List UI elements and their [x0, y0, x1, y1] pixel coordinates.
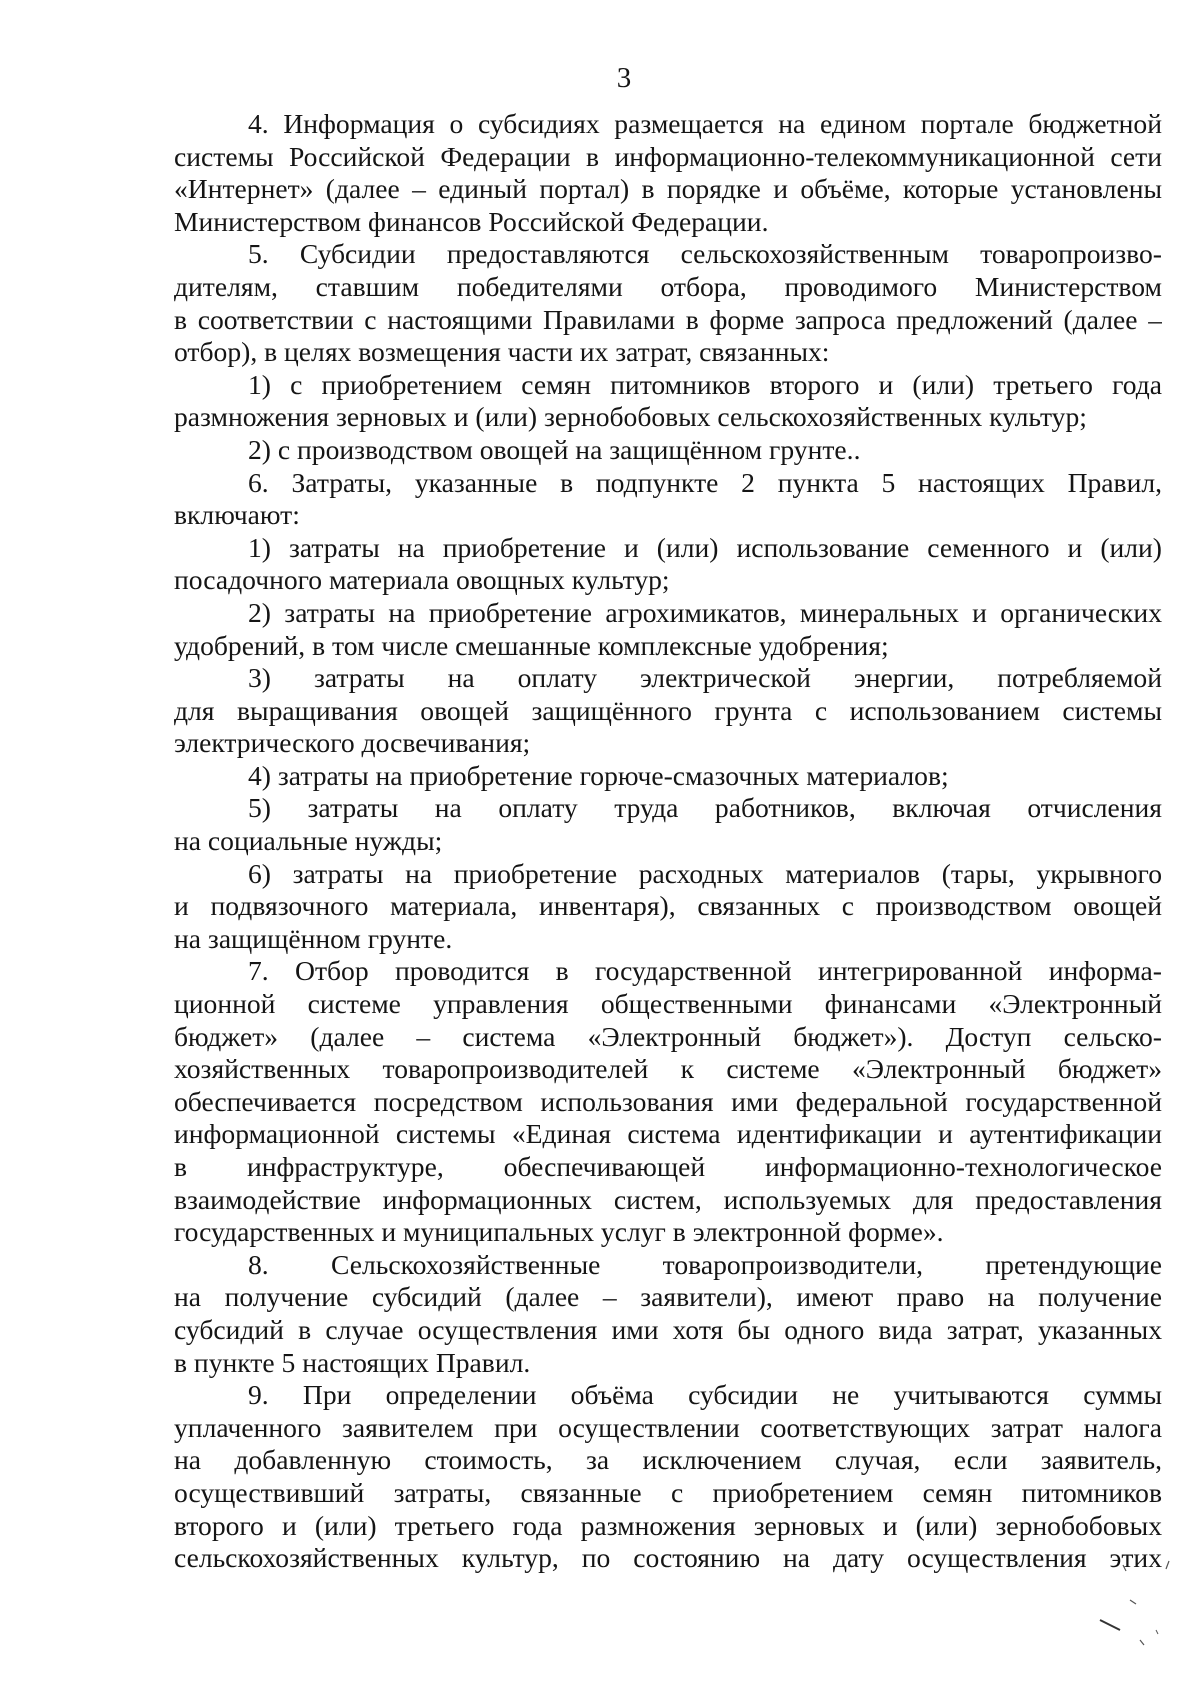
text-line: включают: — [174, 499, 300, 531]
text-line: 3) затраты на оплату электрической энергии, потребляемой — [248, 662, 1162, 694]
text-line: 2) затраты на приобретение агрохимикатов, минеральных и органических — [248, 596, 1162, 628]
text-line: 7. Отбор проводится в государственной интегрированной информа- — [248, 955, 1162, 987]
text-line: для выращивания овощей защищённого грунта с использованием системы — [174, 694, 1162, 726]
text-line: на добавленную стоимость, за исключением случая, если заявитель, — [174, 1444, 1162, 1476]
text-line: на получение субсидий (далее – заявители), имеют право на получение — [174, 1281, 1162, 1313]
text-line: в соответствии с настоящими Правилами в форме запроса предложений (далее – — [174, 303, 1162, 335]
text-line: бюджет» (далее – система «Электронный бюджет»). Доступ сельско- — [174, 1020, 1162, 1052]
text-line: на защищённом грунте. — [174, 922, 453, 954]
text-line: осуществивший затраты, связанные с приобретением семян питомников — [174, 1476, 1162, 1508]
text-line: Министерством финансов Российской Федерации. — [174, 205, 769, 237]
text-line: удобрений, в том числе смешанные комплексные удобрения; — [174, 629, 889, 661]
text-line: взаимодействие информационных систем, используемых для предоставления — [174, 1183, 1162, 1215]
text-line: хозяйственных товаропроизводителей к системе «Электронный бюджет» — [174, 1053, 1162, 1085]
text-line: 4) затраты на приобретение горюче-смазочных материалов; — [248, 759, 949, 791]
text-line: 1) с приобретением семян питомников второго и (или) третьего года — [248, 368, 1162, 400]
text-line: 5) затраты на оплату труда работников, включая отчисления — [248, 792, 1162, 824]
text-line: государственных и муниципальных услуг в электронной форме». — [174, 1216, 944, 1248]
document-body — [174, 108, 1162, 1575]
text-line: информационной системы «Единая система идентификации и аутентификации — [174, 1118, 1162, 1150]
text-line: второго и (или) третьего года размножения зерновых и (или) зернобобовых — [174, 1509, 1162, 1541]
text-line: 1) затраты на приобретение и (или) использование семенного и (или) — [248, 531, 1162, 563]
text-line: и подвязочного материала, инвентаря), связанных с производством овощей — [174, 890, 1162, 922]
page-number: 3 — [616, 62, 632, 94]
text-line: ционной системе управления общественными финансами «Электронный — [174, 988, 1162, 1020]
text-line: системы Российской Федерации в информационно-телекоммуникационной сети — [174, 140, 1162, 172]
text-line: «Интернет» (далее – единый портал) в порядке и объёме, которые установлены — [174, 173, 1162, 205]
text-line: 4. Информация о субсидиях размещается на едином портале бюджетной — [248, 108, 1162, 139]
text-line: электрического досвечивания; — [174, 727, 531, 759]
text-line: сельскохозяйственных культур, по состоянию на дату осуществления этих — [174, 1542, 1162, 1574]
text-line: дителям, ставшим победителями отбора, проводимого Министерством — [174, 270, 1162, 302]
text-line: отбор), в целях возмещения части их затрат, связанных: — [174, 336, 830, 368]
text-line: в пункте 5 настоящих Правил. — [174, 1346, 531, 1378]
text-line: в инфраструктуре, обеспечивающей информационно-технологическое — [174, 1151, 1162, 1182]
text-line: 2) с производством овощей на защищённом грунте.. — [248, 433, 861, 465]
text-line: 6. Затраты, указанные в подпункте 2 пункта 5 настоящих Правил, — [248, 466, 1162, 498]
text-line: на социальные нужды; — [174, 825, 443, 857]
text-line: посадочного материала овощных культур; — [174, 564, 670, 596]
text-line: обеспечивается посредством использования ими федеральной государственной — [174, 1085, 1162, 1117]
text-line: субсидий в случае осуществления ими хотя бы одного вида затрат, указанных — [174, 1313, 1162, 1345]
text-line: уплаченного заявителем при осуществлении соответствующих затрат налога — [174, 1411, 1162, 1443]
text-line: 9. При определении объёма субсидии не учитываются суммы — [248, 1379, 1162, 1411]
text-line: 8. Сельскохозяйственные товаропроизводители, претендующие — [248, 1248, 1162, 1280]
text-line: размножения зерновых и (или) зернобобовых сельскохозяйственных культур; — [174, 401, 1087, 433]
text-line: 6) затраты на приобретение расходных материалов (тары, укрывного — [248, 857, 1162, 889]
text-line: 5. Субсидии предоставляются сельскохозяйственным товаропроизво- — [248, 238, 1162, 270]
